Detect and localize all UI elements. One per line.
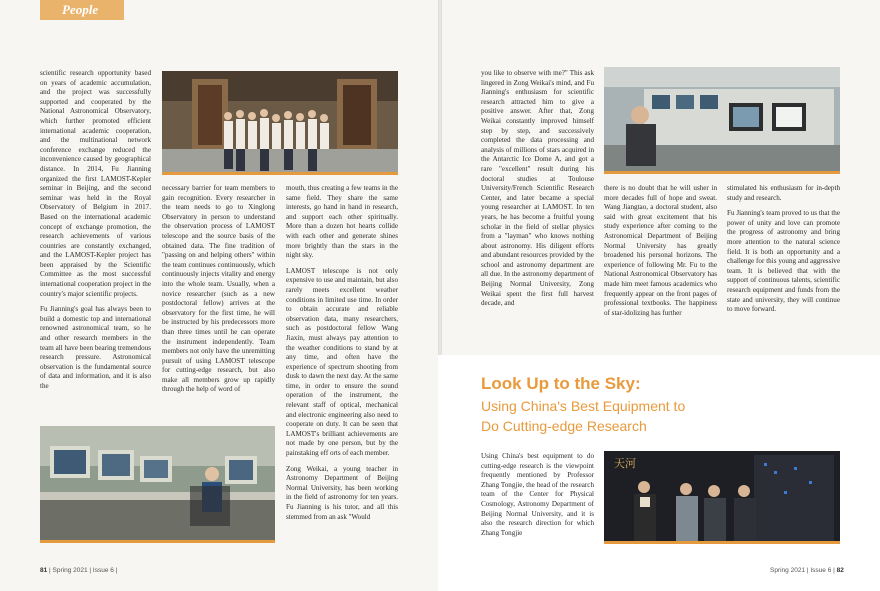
- feature-subtitle-line-2: Do Cutting-edge Research: [481, 418, 647, 434]
- paragraph: scientific research opportunity based on years of academic accumulation, and the project was successfully supported and cooperated by the National Astronomical Observatory, which further promoted efficient international academic cooperation, and the multinational network conference exchange reduced the inconvenience caused by geographical distance. In 2014, Fu Jianning organized the first LAMOST-Kepler seminar in Beijing, and the second seminar was held in the Royal Observatory of Belgium in 2017. Based on the international academic concept of exchange promotion, the research achievements of various countries are constantly exchanged, and the LAMOST-Kepler project has been appraised by the Scientific Committee as the most successful international cooperation project in the country's major scientific projects.: [40, 69, 151, 298]
- left-column-3: [286, 184, 398, 528]
- photo-accent-stripe: [604, 171, 840, 174]
- left-column-1: [40, 69, 151, 398]
- paragraph: Fu Jianning's team proved to us that the power of unity and love can promote the progress of astronomy and bring more attention to the natural science field. It is both an opportunity and a challenge for this young and aggressive team. It is believed that with the support of continuous talents, scientific research equipment and funds from the state and university, they will continue to move forward.: [727, 209, 840, 314]
- photo-accent-stripe: [604, 541, 840, 544]
- paragraph: LAMOST telescope is not only expensive to use and maintain, but also rarely meets excellent weather conditions in limited use time. In order to obtain accurate and reliable observation data, many researchers, such as postdoctoral fellow Wang Jiaxin, must always pay attention to the weather conditions to stand by at any time, and often have the experience of spectrum shooting from dusk to dawn the next day. At the same time, in order to ensure the sound operation of the instrument, the relevant staff of optical, mechanical and electronic engineering also need to cooperate on duty. It can be seen that LAMOST's brilliant achievements are not made by one person, but by the painstaking eff orts of each member.: [286, 266, 398, 458]
- team-photo: [604, 451, 840, 544]
- issue-label: | Spring 2021 | Issue 6 |: [49, 567, 118, 574]
- operator-photo: [604, 67, 840, 174]
- photo-accent-stripe: [40, 540, 275, 543]
- section-tab: People: [40, 0, 124, 20]
- page-number: 81: [40, 567, 48, 574]
- paragraph: Fu Jianning's goal has always been to build a domestic top and international renowned astronomical team, so he and other research members in the team all have been bearing tremendous research pressure. Astronomical observation is the fundamental source of data and information, and it is also the: [40, 305, 151, 390]
- feature-body-column: [481, 452, 594, 544]
- paragraph: there is no doubt that he will usher in more decades full of hope and sweat. Wang Jiangtao, a doctoral student, also said with great excitement that his study experience after coming to the Astronomical Department of Beijing Normal University has greatly broadened his personal horizons. The experience of following Mr. Fu to the National Astronomical Observatory has made him meet famous academics who frequently appear on the front pages of professional textbooks. The happiness of star-idolizing has further: [604, 184, 717, 317]
- right-column-3: [727, 184, 840, 321]
- issue-label: Spring 2021 | Issue 6 |: [770, 567, 835, 574]
- page-number: 82: [836, 567, 844, 574]
- group-photo: [162, 71, 398, 175]
- right-footer: [770, 567, 844, 574]
- photo-sign-text: 天河: [614, 457, 636, 470]
- operator-image: [604, 67, 840, 174]
- control-room-photo: [40, 426, 275, 543]
- paragraph: stimulated his enthusiasm for in-depth study and research.: [727, 184, 840, 202]
- left-footer: [40, 567, 117, 574]
- paragraph: Zong Weikai, a young teacher in Astronomy Department of Beijing Normal University, has been working in the field of astronomy for ten years. Fu Jianning is his tutor, and all this stemmed from an ask "Would: [286, 464, 398, 521]
- paragraph: necessary barrier for team members to gain recognition. Every researcher in the team needs to go to Xinglong Observatory in person to understand the observation process of LAMOST telescope and the source basis of the obtained data. The fine tradition of "passing on and helping others" within the team continues continuously, which continuously injects vitality and energy into the whole team. Usually, when a novice researcher (such as a new postdoctoral fellow) arrives at the observatory for the first time, he will be instructed by his predecessors more than three times until he can operate the instrument independently. Team members not only have the unremitting pursuit of using LAMOST telescope for cutting-edge research, but also make all members grow up rapidly through the help of word of: [162, 184, 275, 394]
- paragraph: Using China's best equipment to do cutting-edge research is the viewpoint frequently mentioned by Professor Zhang Tongjie, the head of the research team of the Center for Physical Cosmology, Astronomy Department of Beijing Normal University, and it is also the research direction for which Zhang Tongjie: [481, 452, 594, 537]
- photo-accent-stripe: [162, 172, 398, 175]
- team-image: [604, 451, 840, 544]
- group-photo-image: [162, 71, 398, 175]
- paragraph: mouth, thus creating a few teams in the same field. They share the same interests, go hand in hand in research, and support each other spiritually. More than a dozen hot hearts collide with each other and generate shines more brightly than the stars in the night sky.: [286, 184, 398, 260]
- right-column-1: [481, 69, 594, 315]
- paragraph: you like to observe with me?" This ask lingered in Zong Weikai's mind, and Fu Jianning's enthusiasm for scientific research attracted him to give a positive answer. After that, Zong Weikai constantly improved himself step by step, and successively completed the data processing and analysis of millions of stars acquired in the Antarctic Ice Dome A, and got a rare "excellent" result during his doctoral studies at Toulouse University/French Scientific Research Center, and later became a special young researcher at LAMOST. In ten years, he has become a fruitful young scholar in the field of stellar physics from a "layman" who knows nothing about astronomy. His diligent efforts and abundant resources provided by the school and astronomy department are all due. In the astronomy department of Beijing Normal University, Zong Weikai spent the first full harvest decade, and: [481, 69, 594, 308]
- right-column-2: [604, 184, 717, 324]
- feature-title: Look Up to the Sky:: [481, 374, 641, 393]
- control-room-image: [40, 426, 275, 543]
- feature-subtitle-line-1: Using China's Best Equipment to: [481, 398, 686, 414]
- left-column-2: [162, 184, 275, 401]
